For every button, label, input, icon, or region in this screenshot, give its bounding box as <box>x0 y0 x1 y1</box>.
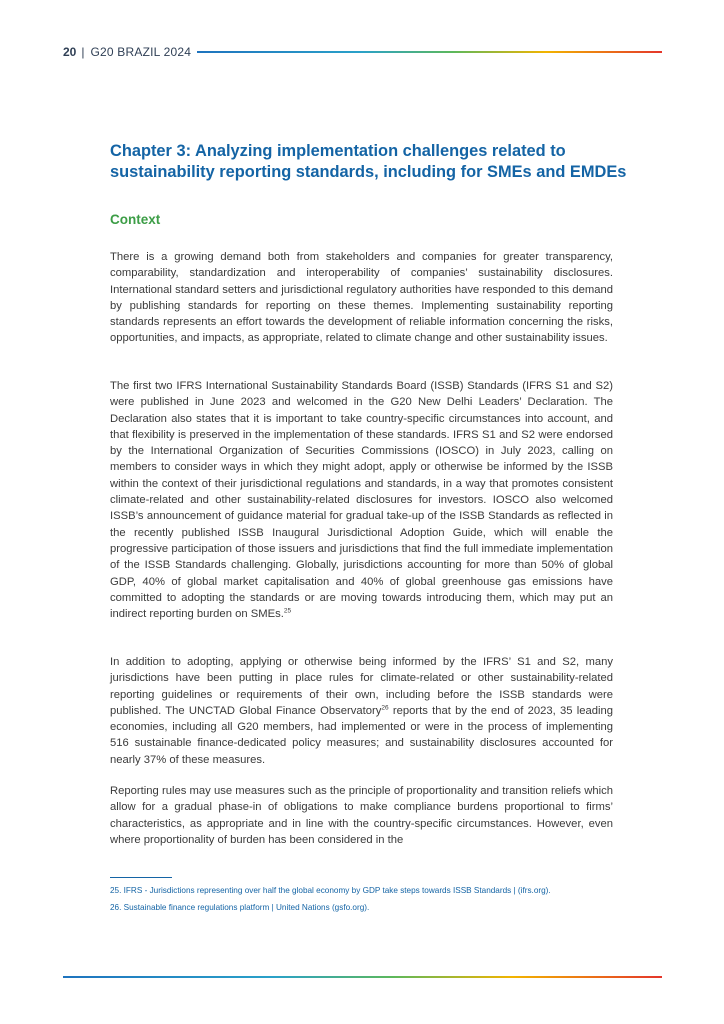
paragraph-3-text-b: reports that by the end of 2023, 35 leading economies, including all G20 members, had implemented or were in the process of implementing 516 sustainable finance-dedicated policy measures; and sustainability disclosures accounted for nearly 37% of these measures. <box>110 704 614 766</box>
paragraph-2-text: The first two IFRS International Sustainability Standards Board (ISSB) Standards (IFRS S1 and S2) were published in June 2023 and welcomed in the G20 New Delhi Leaders’ Declaration. The Declaration also states that it is important to take country-specific circumstances into account, and that flexibility is preserved in the implementation of these standards. IFRS S1 and S2 were endorsed by the International Organization of Securities Commissions (IOSCO) in July 2023, calling on members to consider ways in which they might adopt, apply or otherwise be informed by the ISSB within the context of their jurisdictional regulations and standards, in a way that promotes consistent climate-related and other sustainability-related disclosures for investors. IOSCO also welcomed ISSB’s announcement of guidance material for gradual take-up of the ISSB Standards as reflected in the recently published ISSB Inaugural Jurisdictional Adoption Guide, which will enable the progressive participation of those issuers and jurisdictions that find the full immediate implementation of the ISSB Standards challenging. Globally, jurisdictions accounting for more than 50% of global GDP, 40% of global market capitalisation and 40% of global greenhouse gas emissions have committed to adopting the standards or are moving towards introducing them, which may put an indirect reporting burden on SMEs. <box>110 380 613 621</box>
paragraph-3-text-a: In addition to adopting, applying or otherwise being informed by the IFRS’ S1 and S2, many jurisdictions have been putting in place rules for climate-related or other sustainability-related reporting guidelines or requirements of their own, including before the ISSB standards were published. The UNCTAD Global Finance Observatory <box>110 656 613 717</box>
footnote-26[interactable]: 26. Sustainable finance regulations platform | United Nations (gsfo.org). <box>110 903 370 912</box>
page-header <box>63 44 662 60</box>
footnote-divider <box>110 877 172 878</box>
header-separator: | <box>81 45 85 59</box>
paragraph-1: There is a growing demand both from stakeholders and companies for greater transparency, comparability, standardization and interoperability of companies’ sustainability disclosures. International standard setters and jurisdictional regulatory authorities have responded to this demand by publishing standards for reporting on these themes. Implementing sustainability reporting standards represents an effort towards the development of reliable information concerning the risks, opportunities, and impacts, as appropriate, related to climate change and other sustainability issues. <box>110 251 613 345</box>
footer-gradient-rule <box>63 976 662 978</box>
footnote-ref-25[interactable]: 25 <box>283 607 292 615</box>
publication-title: G20 BRAZIL 2024 <box>90 45 192 59</box>
footnote-25[interactable]: 25. IFRS - Jurisdictions representing over half the global economy by GDP take steps towards ISSB Standards | (ifrs.org). <box>110 886 551 895</box>
footnotes-list <box>110 882 630 916</box>
chapter-title: Chapter 3: Analyzing implementation challenges related to sustainability reporting standards, including for SMEs and EMDEs <box>110 142 627 181</box>
footnote-ref-26[interactable]: 26 <box>381 704 389 712</box>
paragraph-4: Reporting rules may use measures such as the principle of proportionality and transition reliefs which allow for a gradual phase-in of obligations to make compliance burdens proportional to firms’ characteristics, as appropriate and in line with the country-specific circumstances. However, even where proportionality of burden has been considered in the <box>110 785 613 846</box>
page-number: 20 <box>63 45 77 59</box>
paragraph-2 <box>110 378 613 622</box>
section-heading-context: Context <box>110 212 161 227</box>
header-gradient-rule <box>197 51 662 53</box>
paragraph-3 <box>110 654 613 768</box>
